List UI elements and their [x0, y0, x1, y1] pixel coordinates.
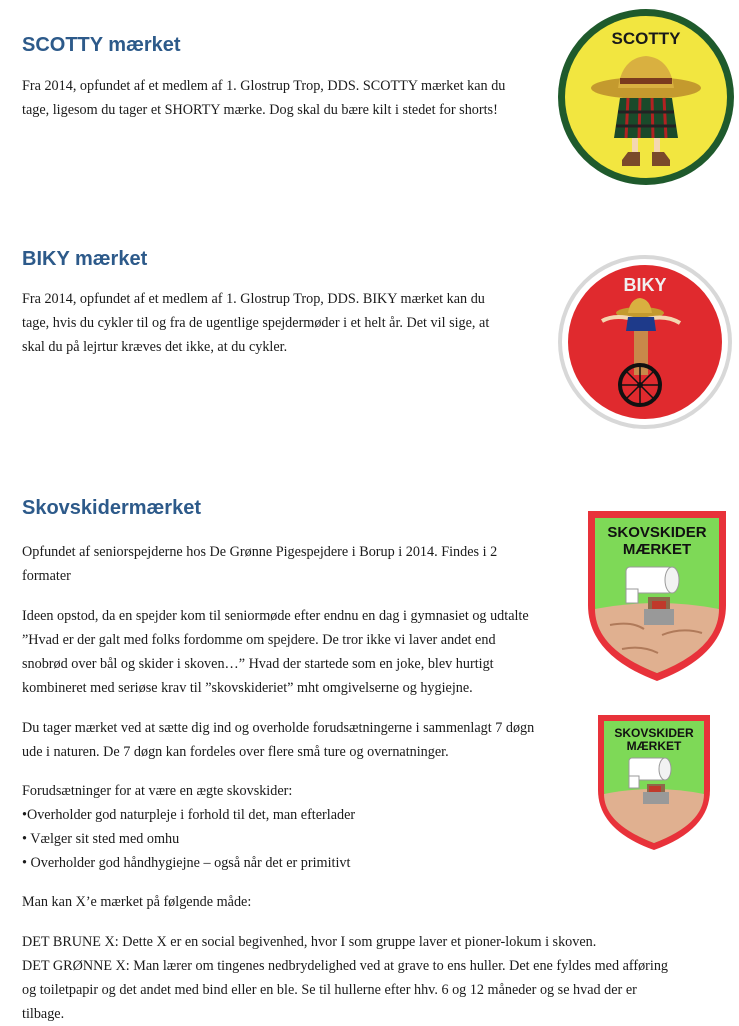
biky-badge-icon — [556, 251, 734, 433]
skov-idea-line-2: ”Hvad er der galt med folks fordomme om spejdere. De tror ikke vi laver andet end — [22, 632, 496, 648]
skov-ways-line: Man kan X’e mærket på følgende måde: — [22, 894, 252, 910]
scotty-line-1: Fra 2014, opfundet af et medlem af 1. Glostrup Trop, DDS. SCOTTY mærket kan du — [22, 78, 506, 94]
scotty-line-2: tage, ligesom du tager et SHORTY mærke. Dog skal du bære kilt i stedet for shorts! — [22, 102, 498, 118]
scotty-badge-label: SCOTTY — [611, 29, 681, 48]
skov-green-line-2: og toiletpapir og det andet med bind eller en ble. Se til hullerne efter hhv. 6 og 12 måneder og se hvad der er — [22, 982, 637, 998]
skov-intro-line-1: Opfundet af seniorspejderne hos De Grønne Pigespejdere i Borup i 2014. Findes i 2 — [22, 544, 498, 560]
scotty-title: SCOTTY mærket — [22, 34, 181, 56]
skov-bullet-2: • Vælger sit sted med omhu — [22, 831, 180, 847]
skov-green-line-1: DET GRØNNE X: Man lærer om tingenes nedbrydelighed ved at grave to ens huller. Det ene fyldes med afføring — [22, 958, 669, 974]
scotty-text — [22, 74, 505, 122]
skov-badge-small-line2: MÆRKET — [626, 739, 682, 753]
skovskider-badge-small-icon — [593, 710, 715, 854]
skov-details — [22, 930, 668, 1026]
biky-line-3: skal du på lejrtur kræves det ikke, at du cykler. — [22, 339, 288, 355]
skov-take — [22, 716, 534, 764]
skov-badge-small-line1: SKOVSKIDER — [614, 726, 694, 740]
skovskider-badge-large-icon — [582, 505, 732, 685]
skov-brown-x: DET BRUNE X: Dette X er en social begivenhed, hvor I som gruppe laver et pioner-lokum i skoven. — [22, 934, 597, 950]
skov-idea-line-3: snobrød over bål og skider i skoven…” Hvad der startede som en joke, blev hurtigt — [22, 656, 494, 672]
biky-line-1: Fra 2014, opfundet af et medlem af 1. Glostrup Trop, DDS. BIKY mærket kan du — [22, 291, 485, 307]
skov-idea-line-4: kombineret med seriøse krav til ”skovskideriet” mht omgivelserne og hygiejne. — [22, 680, 473, 696]
skov-badge-large-line1: SKOVSKIDER — [607, 524, 707, 541]
skov-green-line-3: tilbage. — [22, 1006, 65, 1022]
skov-bullet-3: • Overholder god håndhygiejne – også når det er primitivt — [22, 855, 351, 871]
skov-prereq — [22, 779, 355, 875]
biky-text — [22, 287, 489, 359]
skov-bullet-1: •Overholder god naturpleje i forhold til det, man efterlader — [22, 807, 356, 823]
skov-take-line-1: Du tager mærket ved at sætte dig ind og overholde forudsætningerne i sammenlagt 7 døgn — [22, 720, 535, 736]
skov-ways — [22, 890, 251, 914]
skov-intro-line-2: formater — [22, 568, 71, 584]
skov-idea-line-1: Ideen opstod, da en spejder kom til seniormøde efter endnu en dag i gymnasiet og udtalte — [22, 608, 529, 624]
biky-title: BIKY mærket — [22, 248, 148, 270]
skov-idea — [22, 604, 529, 700]
biky-line-2: tage, hvis du cykler til og fra de ugentlige spejdermøder i et helt år. Det vil sige, at — [22, 315, 490, 331]
skov-badge-large-line2: MÆRKET — [622, 541, 692, 558]
skov-take-line-2: ude i naturen. De 7 døgn kan fordeles over flere små ture og overnatninger. — [22, 744, 449, 760]
scotty-badge-icon — [556, 6, 736, 188]
skov-intro — [22, 540, 497, 588]
skov-prereq-title: Forudsætninger for at være en ægte skovskider: — [22, 783, 293, 799]
biky-badge-label: BIKY — [623, 275, 667, 295]
skov-title: Skovskidermærket — [22, 497, 201, 519]
